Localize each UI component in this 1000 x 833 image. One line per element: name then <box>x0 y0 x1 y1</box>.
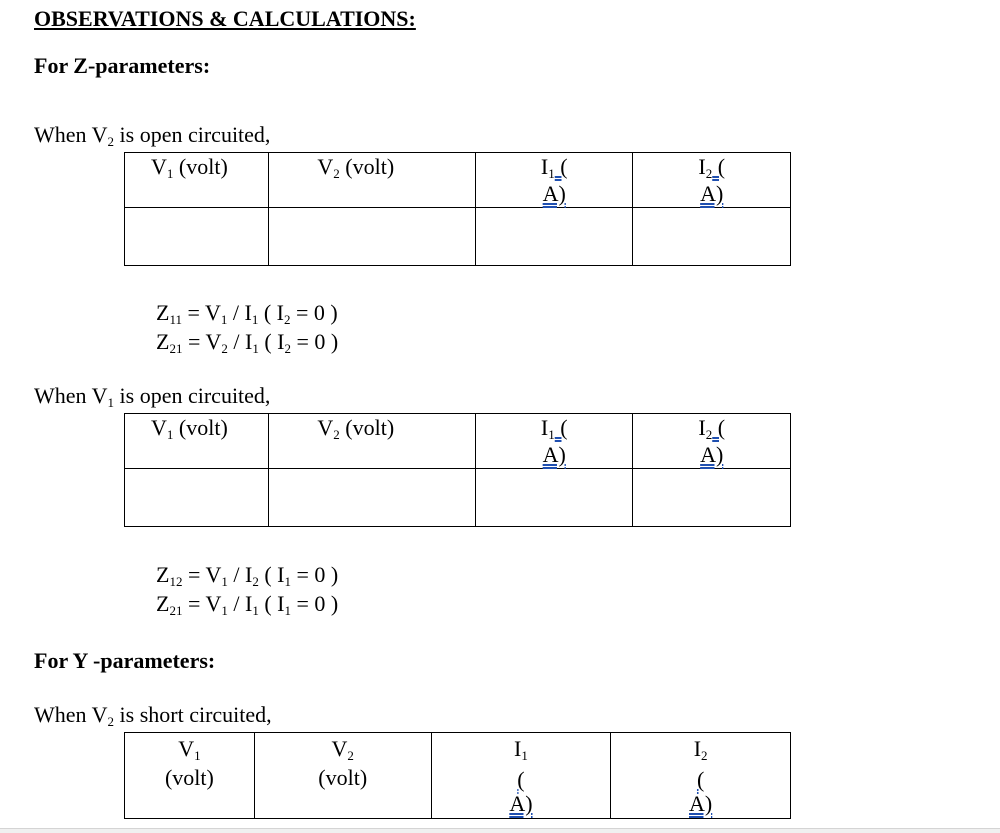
y1-col-i2: $I_2$ ( A) <box>611 733 791 819</box>
z-parameters-title: For Z-parameters: <box>34 53 211 78</box>
z-case1-table <box>124 152 791 266</box>
z1-col-v1: $V_1$ (volt) <box>125 153 269 208</box>
z2-col-v1: $V_1$ (volt) <box>125 414 269 469</box>
z2-cell-i1[interactable] <box>476 469 633 527</box>
formula-z21: $Z_{21} = V_2 / I_1$ ( $I_2 = 0$ ) <box>156 329 339 356</box>
z1-cell-i2[interactable] <box>633 208 791 266</box>
y1-col-i1: $I_1$ ( A) <box>431 733 611 819</box>
z-case2-formulas <box>156 560 338 618</box>
z-case1-formulas <box>156 298 338 356</box>
formula-z12: $Z_{12} = V_1 / I_2$ ( $I_1 = 0$ ) <box>156 562 339 589</box>
z2-cell-v1[interactable] <box>125 469 269 527</box>
z-case1-intro: When $V_2$ is open circuited, <box>34 122 271 149</box>
window-bottom-edge <box>0 828 1000 833</box>
z2-col-i1: $I_1$ ( A) <box>476 414 633 469</box>
y1-col-v2: $V_2$ (volt) <box>254 733 431 819</box>
page-heading: OBSERVATIONS & CALCULATIONS: <box>34 6 416 31</box>
z1-cell-v1[interactable] <box>125 208 269 266</box>
y-case1-intro: When $V_2$ is short circuited, <box>34 702 272 729</box>
z-case2-table <box>124 413 791 527</box>
y-case1-table <box>124 732 791 819</box>
y-parameters-title: For Y -parameters: <box>34 648 216 673</box>
z1-col-i1: $I_1$ ( A) <box>476 153 633 208</box>
z2-cell-i2[interactable] <box>633 469 791 527</box>
z1-cell-v2[interactable] <box>269 208 476 266</box>
z2-col-v2: $V_2$ (volt) <box>269 414 476 469</box>
z-case2-intro: When $V_1$ is open circuited, <box>34 383 271 410</box>
formula-z11: $Z_{11} = V_1 / I_1$ ( $I_2 = 0$ ) <box>156 300 338 327</box>
z1-col-v2: $V_2$ (volt) <box>269 153 476 208</box>
z1-cell-i1[interactable] <box>476 208 633 266</box>
z1-col-i2: $I_2$ ( A) <box>633 153 791 208</box>
formula-z21-b: $Z_{21} = V_1 / I_1$ ( $I_1 = 0$ ) <box>156 591 339 618</box>
y1-col-v1: $V_1$ (volt) <box>125 733 255 819</box>
z2-cell-v2[interactable] <box>269 469 476 527</box>
z2-col-i2: $I_2$ ( A) <box>633 414 791 469</box>
